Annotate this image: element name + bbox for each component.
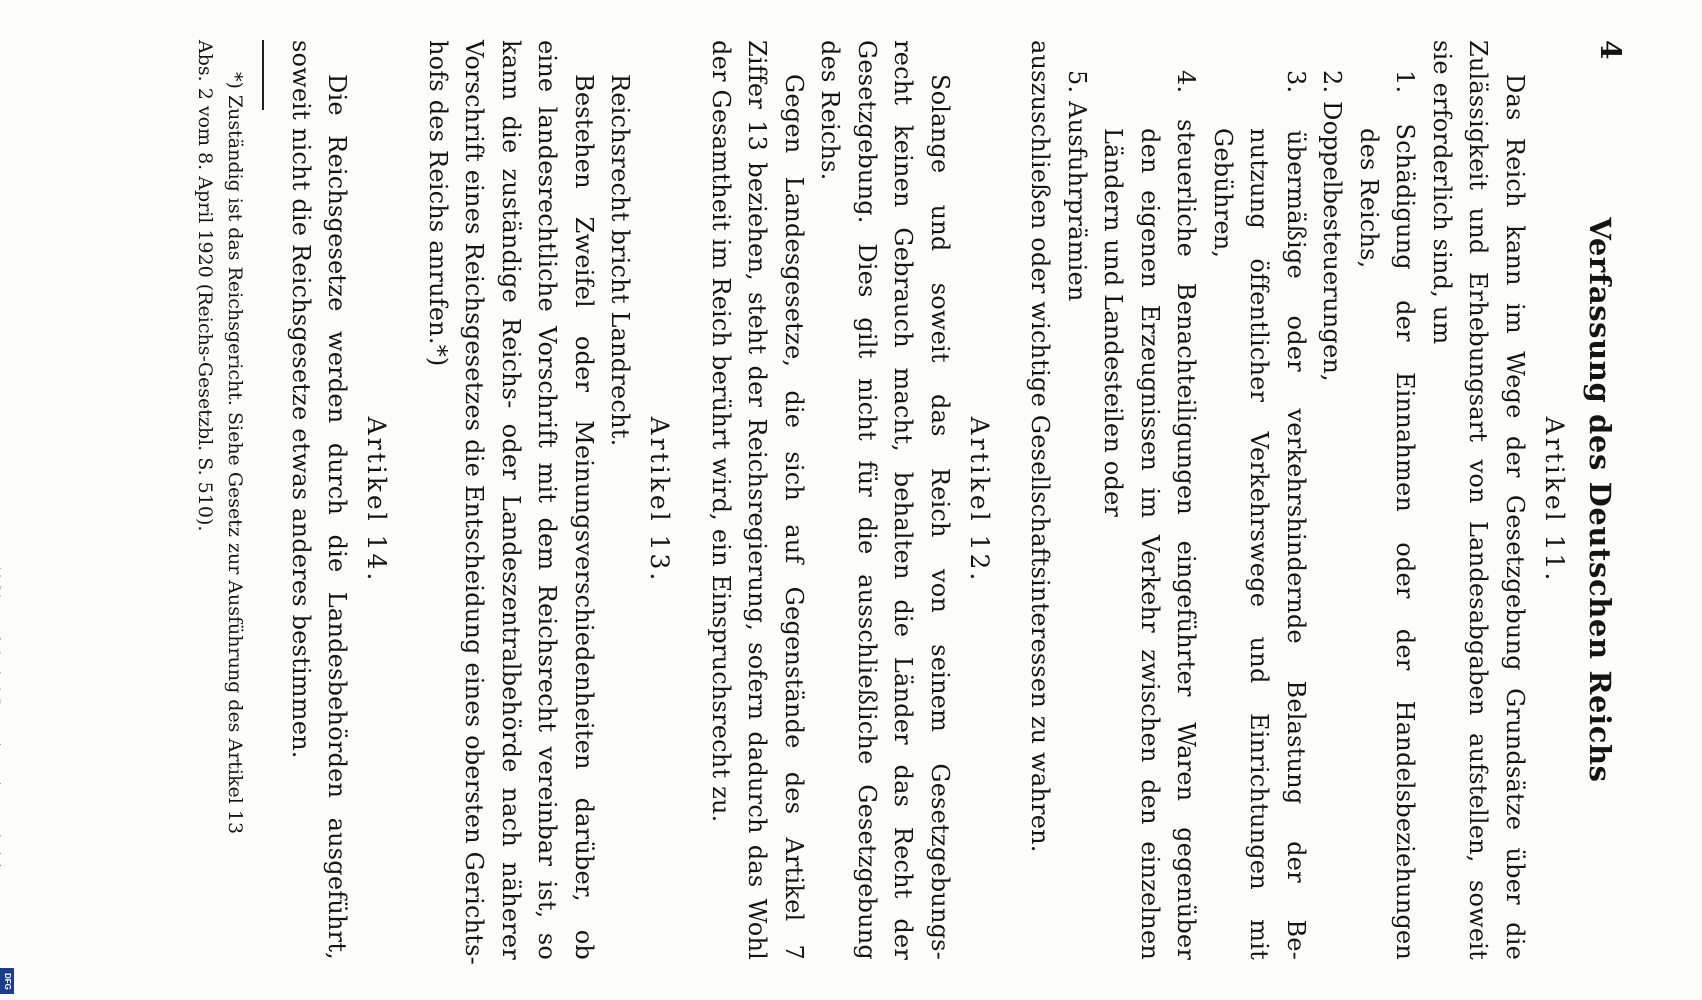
text-line: Reichsrecht bricht Landrecht. xyxy=(606,74,635,447)
text-line: Das Reich kann im Wege der Gesetzgebung Grundsätze über die xyxy=(1501,74,1529,960)
text-line: eine landesrechtliche Vorschrift mit dem Reichsrecht vereinbar ist, so xyxy=(533,40,562,960)
text-line: soweit nicht die Reichsgesetze etwas anderes bestimmen. xyxy=(287,40,315,759)
list-item-continuation: nutzung öffentlicher Verkehrswege und Einrichtungen mit xyxy=(1245,128,1274,960)
list-item: 5. Ausfuhrprämien xyxy=(1063,70,1091,302)
list-item-continuation: Gebühren, xyxy=(1209,128,1237,259)
page-content xyxy=(65,40,1627,965)
article-12-heading: Artikel 12. xyxy=(965,416,994,584)
text-line: Zulässigkeit und Erhebungsart von Landesabgaben aufstellen, soweit xyxy=(1464,40,1493,960)
page-number: 4 xyxy=(1594,40,1627,60)
footnote-line: *) Zuständig ist das Reichsgericht. Siehe Gesetz zur Ausführung des Artikel 13 xyxy=(224,72,247,835)
text-line: auszuschließen oder wichtige Gesellschaftsinteressen zu wahren. xyxy=(1026,40,1055,853)
text-line: Die Reichsgesetze werden durch die Landesbehörden ausgeführt, xyxy=(323,74,352,960)
text-line: des Reichs. xyxy=(816,40,845,181)
text-line: Gegen Landesgesetze, die sich auf Gegenstände des Artikel 7 xyxy=(780,74,808,960)
list-item: 4. steuerliche Benachteiligungen eingeführter Waren gegenüber xyxy=(1172,70,1201,960)
article-13-heading: Artikel 13. xyxy=(645,416,675,584)
list-item-continuation: des Reichs, xyxy=(1355,128,1383,269)
text-line: sie erforderlich sind, um xyxy=(1428,40,1456,345)
list-item: 2. Doppelbesteuerungen, xyxy=(1318,70,1347,382)
text-line: der Gesamtheit im Reich berührt wird, ein Einspruchsrecht zu. xyxy=(707,40,735,823)
article-11-heading: Artikel 11. xyxy=(1540,416,1569,584)
text-line: Vorschrift eines Reichsgesetzes die Entscheidung eines obersten Gerichts- xyxy=(460,40,489,965)
text-line: recht keinen Gebrauch macht, behalten die Länder das Recht der xyxy=(889,40,918,960)
dfg-logo: DFG xyxy=(0,968,14,994)
footnote-line: Abs. 2 vom 8. April 1920 (Reichs-Gesetzbl. S. 510). xyxy=(194,40,217,532)
text-line: Gesetzgebung. Dies gilt nicht für die ausschließliche Gesetzgebung xyxy=(853,40,881,960)
text-line: Bestehen Zweifel oder Meinungsverschiedenheiten darüber, ob xyxy=(570,74,598,960)
footnote-divider xyxy=(263,40,265,110)
text-line: kann die zuständige Reichs- oder Landeszentralbehörde nach näherer xyxy=(497,40,525,960)
text-line: Ziffer 13 beziehen, steht der Reichsregierung, sofern dadurch das Wohl xyxy=(743,40,772,960)
text-line: hofs des Reichs anrufen.*) xyxy=(424,40,452,367)
list-item-continuation: Ländern und Landesteilen oder xyxy=(1099,128,1128,518)
text-line: Solange und soweit das Reich von seinem Gesetzgebungs- xyxy=(926,74,954,960)
list-item: 1. Schädigung der Einnahmen oder der Handelsbeziehungen xyxy=(1391,70,1420,960)
article-14-heading: Artikel 14. xyxy=(362,416,392,584)
list-item-continuation: den eigenen Erzeugnissen im Verkehr zwischen den einzelnen xyxy=(1136,128,1164,960)
list-item: 3. übermäßige oder verkehrshindernde Belastung der Be- xyxy=(1282,70,1310,960)
page-title: Verfassung des Deutschen Reichs xyxy=(1583,217,1617,783)
digitization-credit xyxy=(0,560,2,1000)
